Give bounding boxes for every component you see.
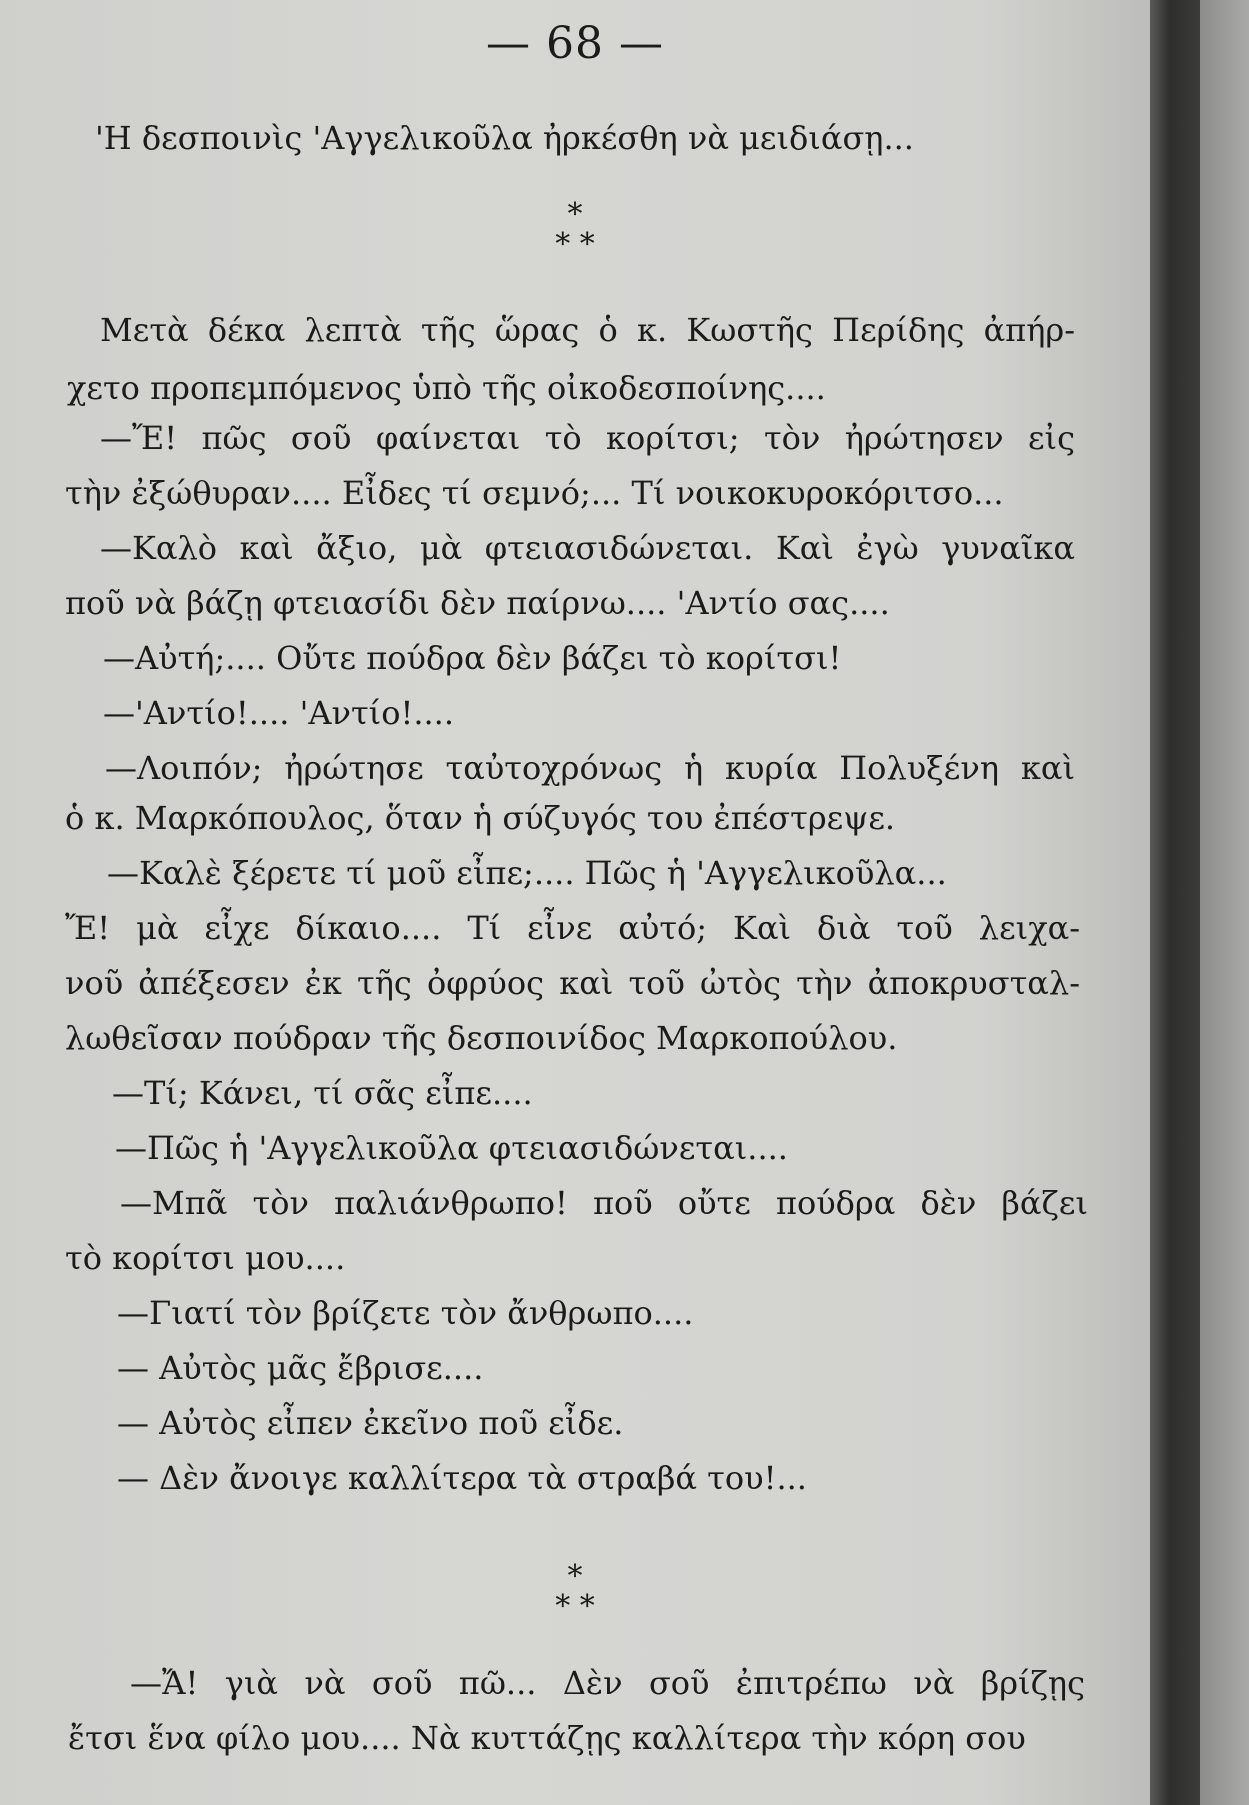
text-line-14: νοῦ ἀπέξεσεν ἐκ τῆς ὀφρύος καὶ τοῦ ὠτὸς τὴν ἀποκρυσταλ- bbox=[65, 964, 1080, 1002]
text-line-16: —Τί; Κάνει, τί σᾶς εἶπε.... bbox=[112, 1074, 533, 1112]
text-line-11: ὁ κ. Μαρκόπουλος, ὅταν ἡ σύζυγός του ἐπέστρεψε. bbox=[65, 799, 896, 837]
section-break-asterisks-2 bbox=[0, 1559, 1150, 1624]
text-line-24: —Ἄ! γιὰ νὰ σοῦ πῶ... Δὲν σοῦ ἐπιτρέπω νὰ βρίζῃς bbox=[130, 1664, 1085, 1702]
book-spine bbox=[1150, 0, 1200, 1805]
text-line-7: ποῦ νὰ βάζῃ φτειασίδι δὲν παίρνω.... 'Αντίο σας.... bbox=[65, 584, 890, 622]
text-line-9: —'Αντίο!.... 'Αντίο!.... bbox=[103, 694, 455, 732]
text-line-8: —Αὐτή;.... Οὔτε πούδρα δὲν βάζει τὸ κορίτσι! bbox=[103, 639, 842, 677]
text-line-22: — Αὐτὸς εἶπεν ἐκεῖνο ποῦ εἶδε. bbox=[117, 1404, 624, 1442]
text-line-23: — Δὲν ἄνοιγε καλλίτερα τὰ στραβά του!... bbox=[117, 1459, 807, 1497]
text-line-10: —Λοιπόν; ἠρώτησε ταὐτοχρόνως ἡ κυρία Πολυξένη καὶ bbox=[105, 749, 1075, 787]
page-edge bbox=[1200, 0, 1249, 1805]
text-line-20: —Γιατί τὸν βρίζετε τὸν ἄνθρωπο.... bbox=[117, 1294, 694, 1332]
section-break-asterisks bbox=[0, 197, 1150, 262]
section-break-glyphs-2: * * * bbox=[555, 1559, 595, 1624]
text-line-2: Μετὰ δέκα λεπτὰ τῆς ὥρας ὁ κ. Κωστῆς Περίδης ἀπήρ- bbox=[100, 311, 1075, 349]
text-line-15: λωθεῖσαν πούδραν τῆς δεσποινίδος Μαρκοπούλου. bbox=[65, 1019, 898, 1057]
text-line-19: τὸ κορίτσι μου.... bbox=[65, 1239, 346, 1277]
text-line-17: —Πῶς ἡ 'Αγγελικοῦλα φτειασιδώνεται.... bbox=[115, 1129, 788, 1167]
text-line-21: — Αὐτὸς μᾶς ἔβρισε.... bbox=[117, 1349, 484, 1387]
text-line-6: —Καλὸ καὶ ἄξιο, μὰ φτειασιδώνεται. Καὶ ἐγὼ γυναῖκα bbox=[100, 529, 1075, 567]
section-break-glyphs: * * * bbox=[555, 197, 595, 262]
text-line-4: —Ἔ! πῶς σοῦ φαίνεται τὸ κορίτσι; τὸν ἠρώτησεν εἰς bbox=[100, 419, 1075, 457]
text-line-18: —Μπᾶ τὸν παλιάνθρωπο! ποῦ οὔτε πούδρα δὲν βάζει bbox=[120, 1184, 1088, 1222]
text-line-5: τὴν ἐξώθυραν.... Εἶδες τί σεμνό;... Τί νοικοκυροκόριτσο... bbox=[65, 474, 1004, 512]
page-number: — 68 — bbox=[486, 18, 664, 69]
text-line-12: —Καλὲ ξέρετε τί μοῦ εἶπε;.... Πῶς ἡ 'Αγγελικοῦλα... bbox=[107, 854, 947, 892]
text-line-3: χετο προπεμπόμενος ὑπὸ τῆς οἰκοδεσποίνης.... bbox=[67, 369, 826, 407]
text-line-25: ἔτσι ἕνα φίλο μου.... Νὰ κυττάζῃς καλλίτερα τὴν κόρη σου bbox=[68, 1719, 1026, 1757]
text-line-1: 'Η δεσποινὶς 'Αγγελικοῦλα ἠρκέσθη νὰ μειδιάσῃ... bbox=[95, 119, 914, 157]
text-line-13: Ἔ! μὰ εἶχε δίκαιο.... Τί εἶνε αὐτό; Καὶ διὰ τοῦ λειχα- bbox=[65, 909, 1080, 947]
